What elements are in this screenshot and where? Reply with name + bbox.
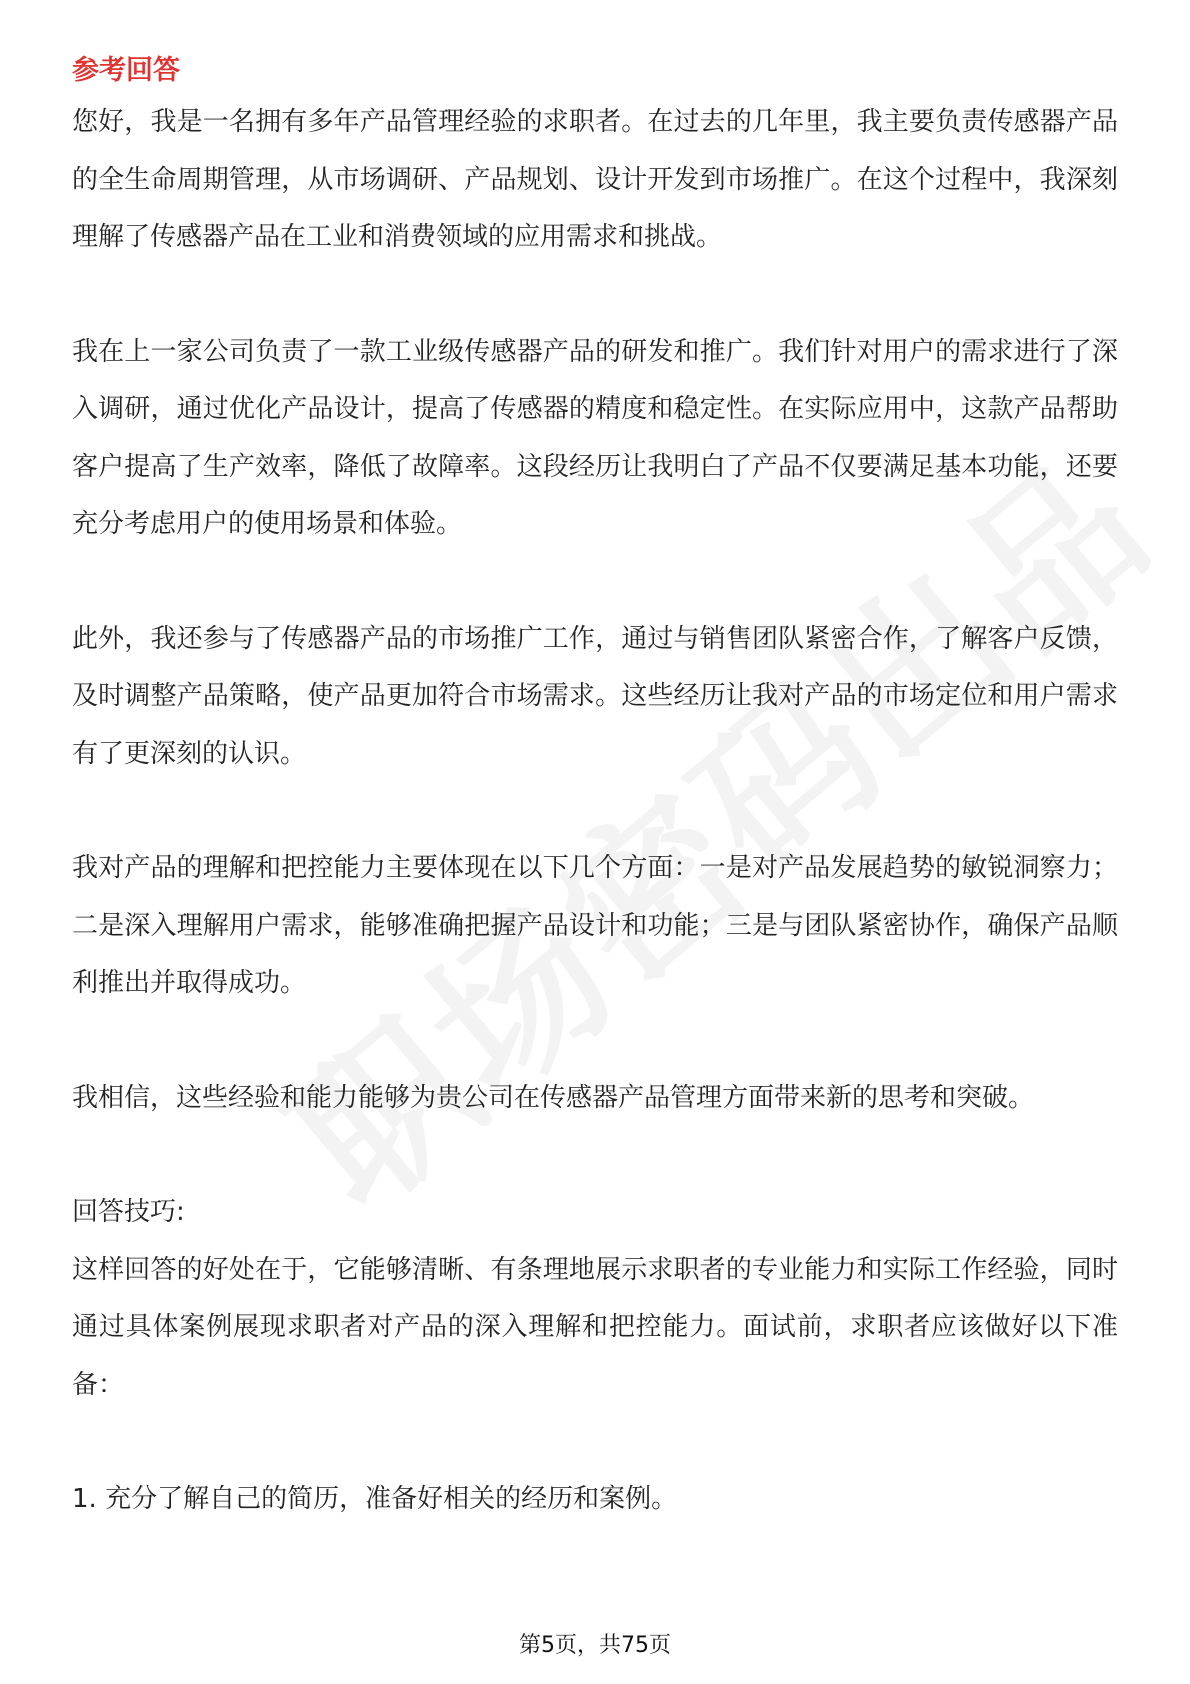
answer-paragraph-3: 此外，我还参与了传感器产品的市场推广工作，通过与销售团队紧密合作，了解客户反馈，及时调整产品策略，使产品更加符合市场需求。这些经历让我对产品的市场定位和用户需求有了更深刻的认识。	[72, 623, 1118, 769]
page-number: 第5页，共75页	[519, 1633, 671, 1658]
paragraph-gap	[72, 1414, 1118, 1471]
list-item: 1. 充分了解自己的简历，准备好相关的经历和案例。	[72, 1484, 678, 1514]
answer-paragraph-4: 我对产品的理解和把控能力主要体现在以下几个方面：一是对产品发展趋势的敏锐洞察力；二是深入理解用户需求，能够准确把握产品设计和功能；三是与团队紧密协作，确保产品顺利推出并取得成功。	[72, 853, 1118, 998]
answer-paragraph-1: 您好，我是一名拥有多年产品管理经验的求职者。在过去的几年里，我主要负责传感器产品的全生命周期管理，从市场调研、产品规划、设计开发到市场推广。在这个过程中，我深刻理解了传感器产品在工业和消费领域的应用需求和挑战。	[72, 107, 1118, 252]
tips-paragraph: 这样回答的好处在于，它能够清晰、有条理地展示求职者的专业能力和实际工作经验，同时通过具体案例展现求职者对产品的深入理解和把控能力。面试前，求职者应该做好以下准备：	[72, 1254, 1118, 1400]
answer-paragraph-2: 我在上一家公司负责了一款工业级传感器产品的研发和推广。我们针对用户的需求进行了深入调研，通过优化产品设计，提高了传感器的精度和稳定性。在实际应用中，这款产品帮助客户提高了生产效率，降低了故障率。这段经历让我明白了产品不仅要满足基本功能，还要充分考虑用户的使用场景和体验。	[72, 336, 1118, 539]
paragraph-gap	[72, 554, 1118, 611]
answer-paragraph-5: 我相信，这些经验和能力能够为贵公司在传感器产品管理方面带来新的思考和突破。	[72, 1082, 1035, 1113]
section-heading: 参考回答	[72, 55, 180, 86]
paragraph-gap	[72, 783, 1118, 840]
tips-label: 回答技巧:	[72, 1197, 185, 1227]
paragraph-gap	[72, 1013, 1118, 1070]
paragraph-gap	[72, 267, 1118, 324]
document-body	[72, 48, 1118, 1529]
paragraph-gap	[72, 1127, 1118, 1184]
